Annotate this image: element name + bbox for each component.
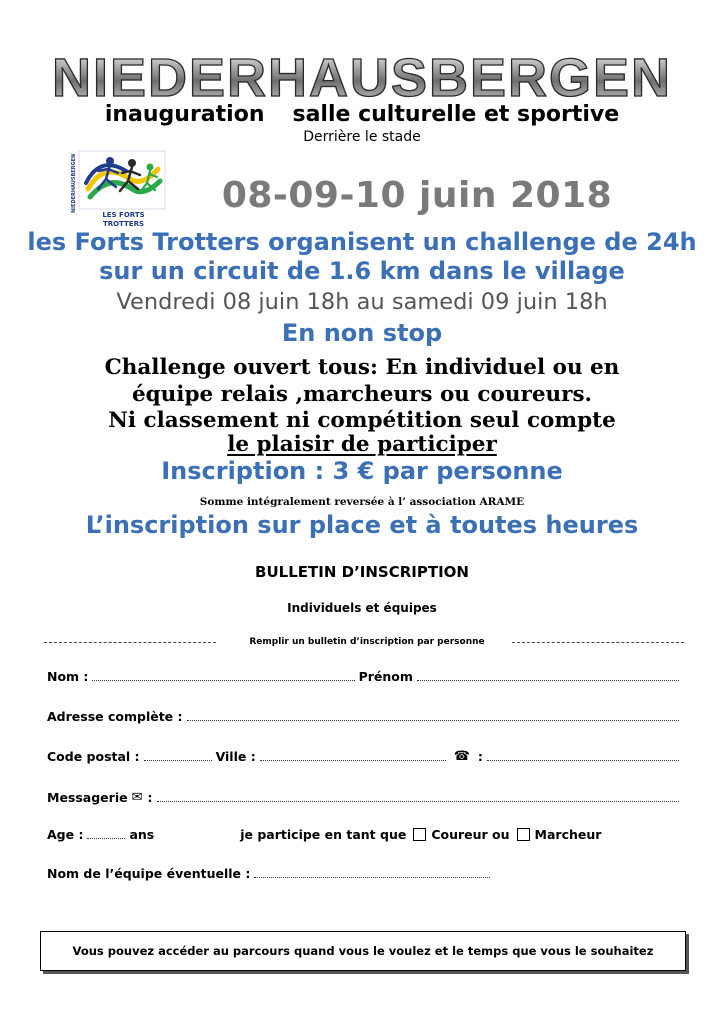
- organise-line-2: sur un circuit de 1.6 km dans le village: [99, 257, 625, 285]
- participation-label: je participe en tant que: [240, 827, 407, 842]
- runner-checkbox[interactable]: [413, 828, 426, 841]
- footer-box: [40, 931, 686, 971]
- team-row: [47, 861, 683, 881]
- walker-checkbox[interactable]: [517, 828, 530, 841]
- age-field[interactable]: [87, 837, 125, 839]
- location-text: Derrière le stade: [303, 129, 421, 145]
- team-field[interactable]: [254, 876, 490, 878]
- divider: [512, 642, 684, 643]
- inauguration-text: inauguration: [104, 102, 265, 127]
- challenge-line-4: le plaisir de participer: [227, 432, 497, 457]
- logo-club-name: LES FORTS TROTTERS: [102, 211, 145, 228]
- prenom-label: Prénom: [358, 669, 413, 684]
- code-postal-field[interactable]: [144, 759, 212, 761]
- nom-field[interactable]: [92, 679, 354, 681]
- logo-vertical-text: NIEDERHAUSBERGEN: [71, 153, 77, 213]
- phone-field[interactable]: [487, 759, 679, 761]
- event-hours: Vendredi 08 juin 18h au samedi 09 juin 18h: [116, 289, 608, 315]
- phone-label: :: [477, 749, 483, 764]
- organise-line-1: les Forts Trotters organisent un challenge de 24h: [27, 228, 697, 256]
- mail-icon: ✉: [131, 790, 143, 805]
- age-row: [47, 822, 683, 842]
- challenge-line-2: équipe relais ,marcheurs ou coureurs.: [131, 382, 593, 407]
- walker-label: Marcheur: [534, 827, 602, 842]
- messagerie-sep: :: [147, 790, 153, 805]
- footer-text: Vous pouvez accéder au parcours quand vous le voulez et le temps que vous le souhaitez: [72, 944, 654, 958]
- divider: [44, 642, 216, 643]
- association-note: Somme intégralement reversée à l’ association ARAME: [199, 496, 525, 508]
- adresse-label: Adresse complète :: [47, 709, 183, 724]
- nonstop-text: En non stop: [281, 319, 443, 347]
- ville-label: Ville :: [215, 749, 256, 764]
- event-dates: 08-09-10 juin 2018: [221, 175, 613, 216]
- age-label: Age :: [47, 827, 84, 842]
- age-unit: ans: [129, 827, 155, 842]
- venue-text: salle culturelle et sportive: [292, 102, 620, 127]
- fee-text: Inscription : 3 € par personne: [161, 457, 563, 485]
- city-row: [47, 744, 683, 764]
- nom-label: Nom :: [47, 669, 89, 684]
- onsite-registration: L’inscription sur place et à toutes heures: [85, 511, 639, 539]
- challenge-line-3: Ni classement ni compétition seul compte: [108, 408, 616, 433]
- form-subtitle: Individuels et équipes: [287, 601, 437, 615]
- code-postal-label: Code postal :: [47, 749, 140, 764]
- ville-field[interactable]: [260, 759, 446, 761]
- team-label: Nom de l’équipe éventuelle :: [47, 866, 251, 881]
- form-instruction: Remplir un bulletin d’inscription par personne: [249, 637, 485, 647]
- phone-icon: ☎: [453, 749, 470, 764]
- event-subtitle: [0, 101, 724, 129]
- form-instruction-line: [0, 636, 724, 648]
- messagerie-label: Messagerie: [47, 790, 128, 805]
- runner-label: Coureur ou: [431, 827, 510, 842]
- challenge-line-1: Challenge ouvert tous: En individuel ou en: [104, 355, 620, 380]
- town-title: NIEDERHAUSBERGEN: [0, 48, 724, 108]
- name-row: [47, 664, 683, 684]
- prenom-field[interactable]: [417, 679, 679, 681]
- address-row: [47, 704, 683, 724]
- form-title: BULLETIN D’INSCRIPTION: [255, 563, 469, 581]
- adresse-field[interactable]: [187, 719, 679, 721]
- email-row: [47, 785, 683, 805]
- email-field[interactable]: [157, 800, 680, 802]
